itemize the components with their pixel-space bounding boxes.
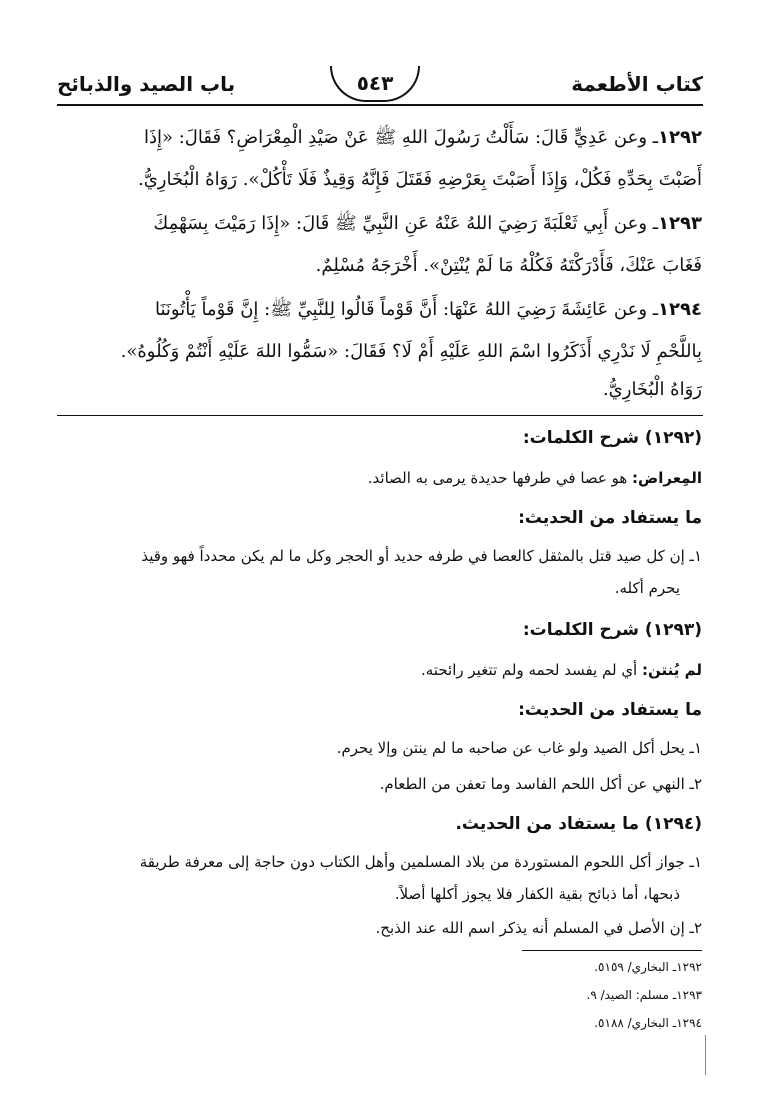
footnote: ١٢٩٢ـ البخاري/ ٥١٥٩. <box>594 960 702 974</box>
vocab-entry-1292: المِعراض: هو عصا في طرفها حديدة يرمى به الصائد. <box>367 469 702 487</box>
section-divider <box>57 415 703 416</box>
benefit-1294-1: ١ـ جواز أكل اللحوم المستوردة من بلاد المسلمين وأهل الكتاب دون حاجة إلى معرفة طريقة <box>139 853 702 871</box>
benefit-1294-1-cont: ذبحها، أما ذبائح بقية الكفار فلا يجوز أكلها أصلاً. <box>394 885 680 903</box>
margin-mark <box>705 1035 706 1075</box>
footnote: ١٢٩٤ـ البخاري/ ٥١٨٨. <box>594 1016 702 1030</box>
vocab-entry-1293: لم يُنتن: أي لم يفسد لحمه ولم تتغير رائحته. <box>421 661 702 679</box>
book-title: كتاب الأطعمة <box>571 72 703 96</box>
hadith-1293-line2: فَغَابَ عَنْكَ، فَأَدْرَكْتَهُ فَكُلْهُ مَا لَمْ يُنْتِنْ». أَخْرَجَهُ مُسْلِمٌ. <box>315 255 702 276</box>
hadith-1293-line1: ١٢٩٣ـ وعن أَبِي ثَعْلَبَةَ رَضِيَ اللهُ عَنْهُ عَنِ النَّبِيِّ ﷺ قَالَ: «إِذَا رَمَيْتَ بِسَهْمِكَ <box>153 213 702 234</box>
hadith-1294-line3: رَوَاهُ الْبُخَارِيُّ. <box>602 379 702 400</box>
footnote: ١٢٩٣ـ مسلم: الصيد/ ٩. <box>586 988 702 1002</box>
hadith-number: ١٢٩٢ <box>658 127 702 148</box>
header-rule <box>57 104 703 106</box>
hadith-1294-line1: ١٢٩٤ـ وعن عَائِشَةَ رَضِيَ اللهُ عَنْهَا: أَنَّ قَوْماً قَالُوا لِلنَّبِيِّ ﷺ: إِنَّ قَوْماً يَأْتُونَنَا <box>155 299 702 320</box>
benefit-1293-2: ٢ـ النهي عن أكل اللحم الفاسد وما تعفن من الطعام. <box>379 775 702 793</box>
page-number: ٥٤٣ <box>330 66 420 102</box>
vocab-term: المِعراض: <box>632 469 702 487</box>
footnote-rule <box>522 950 702 951</box>
hadith-1292-line2: أَصَبْتَ بِحَدِّهِ فَكُلْ، وَإِذَا أَصَبْتَ بِعَرْضِهِ فَقَتَلَ فَإِنَّهُ وَقِيذٌ فَلَا تَأْكُلْ». رَوَاهُ الْبُخَارِيُّ. <box>137 169 702 190</box>
vocab-heading-1292: (١٢٩٢) شرح الكلمات: <box>522 428 702 448</box>
hadith-1294-line2: بِاللَّحْمِ لَا نَدْرِي أَذَكَرُوا اسْمَ اللهِ عَلَيْهِ أَمْ لَا؟ فَقَالَ: «سَمُّوا اللهَ عَلَيْهِ أَنْتُمْ وَكُلُوهُ». <box>120 341 702 362</box>
vocab-heading-1293: (١٢٩٣) شرح الكلمات: <box>522 620 702 640</box>
benefits-heading-1292: ما يستفاد من الحديث: <box>518 508 702 528</box>
benefit-1293-1: ١ـ يحل أكل الصيد ولو غاب عن صاحبه ما لم ينتن وإلا يحرم. <box>336 739 702 757</box>
vocab-term: لم يُنتن: <box>642 661 702 679</box>
benefits-heading-1293: ما يستفاد من الحديث: <box>518 700 702 720</box>
benefit-1292-1-cont: يحرم أكله. <box>614 579 680 597</box>
hadith-number: ١٢٩٤ <box>658 299 702 320</box>
benefit-1292-1: ١ـ إن كل صيد قتل بالمثقل كالعصا في طرفه حديد أو الحجر وكل ما لم يكن محدداً فهو وقيذ <box>141 547 702 565</box>
benefit-1294-2: ٢ـ إن الأصل في المسلم أنه يذكر اسم الله عند الذبح. <box>375 919 702 937</box>
hadith-1292-line1: ١٢٩٢ـ وعن عَدِيٍّ قَالَ: سَأَلْتُ رَسُولَ اللهِ ﷺ عَنْ صَيْدِ الْمِعْرَاضِ؟ فَقَالَ: «إِذَا <box>143 127 702 148</box>
hadith-number: ١٢٩٣ <box>658 213 702 234</box>
benefits-heading-1294: (١٢٩٤) ما يستفاد من الحديث. <box>455 814 702 834</box>
chapter-title: باب الصيد والذبائح <box>57 72 236 96</box>
